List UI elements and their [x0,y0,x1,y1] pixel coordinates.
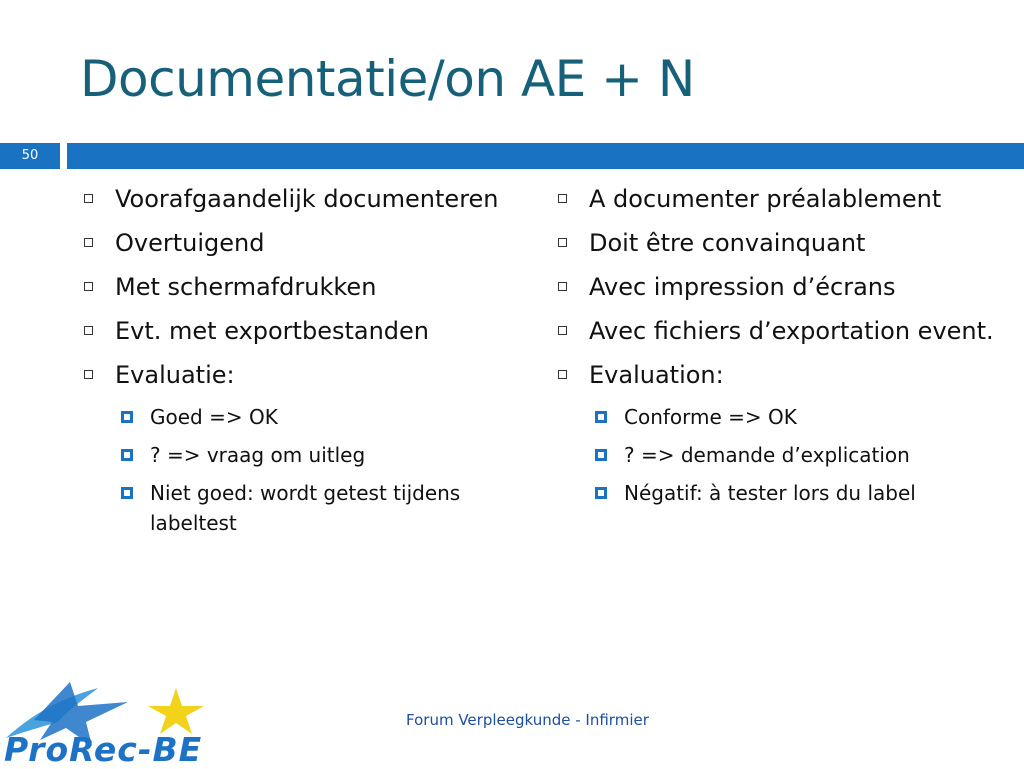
sub-list-item [592,402,996,432]
sub-list-item [118,478,502,538]
square-bullet-icon [558,282,567,291]
list-item-text: A documenter préalablement [589,185,942,213]
filled-square-bullet-icon [595,487,607,499]
title-rule-bar [67,143,1024,169]
slide-title: Documentatie/on AE + N [80,50,695,108]
list-item [82,270,502,304]
list-item [82,226,502,260]
list-item-text: Evaluation: [589,361,724,389]
filled-square-bullet-icon [121,449,133,461]
list-item-text: Evaluatie: [115,361,235,389]
logo-text: ProRec-BE [4,730,203,769]
square-bullet-icon [558,238,567,247]
square-bullet-icon [84,370,93,379]
list-item-text: Evt. met exportbestanden [115,317,430,345]
list-item [556,358,996,392]
sub-list-item-text: Goed => OK [150,405,278,429]
list-item-text: Voorafgaandelijk documenteren [115,185,499,213]
list-item-text: Doit être convainquant [589,229,866,257]
list-item-text: Met schermafdrukken [115,273,377,301]
list-item-text: Overtuigend [115,229,265,257]
square-bullet-icon [558,194,567,203]
sub-list-item-text: Niet goed: wordt getest tijdens labeltest [150,481,461,535]
square-bullet-icon [558,326,567,335]
square-bullet-icon [84,194,93,203]
sub-list-item-text: ? => vraag om uitleg [150,443,366,467]
sub-list-item-text: Négatif: à tester lors du label [624,481,916,505]
square-bullet-icon [558,370,567,379]
left-column [82,182,502,546]
square-bullet-icon [84,238,93,247]
sub-list-item-text: ? => demande d’explication [624,443,910,467]
list-item [82,358,502,392]
right-column [556,182,996,516]
filled-square-bullet-icon [121,411,133,423]
list-item-text: Avec fichiers d’exportation event. [589,317,994,345]
square-bullet-icon [84,326,93,335]
list-item [556,182,996,216]
sub-list-item [592,440,996,470]
logo-star-yellow-icon [148,688,204,734]
filled-square-bullet-icon [595,449,607,461]
slide-footer: Forum Verpleegkunde - Infirmier [406,711,649,729]
list-item [82,182,502,216]
filled-square-bullet-icon [121,487,133,499]
list-item [556,226,996,260]
list-item [556,270,996,304]
sub-list-item [118,402,502,432]
list-item-text: Avec impression d’écrans [589,273,896,301]
sub-list-item [118,440,502,470]
list-item [556,314,996,348]
sub-list-item-text: Conforme => OK [624,405,797,429]
square-bullet-icon [84,282,93,291]
list-item [82,314,502,348]
sub-list-item [592,478,996,508]
slide-number: 50 [0,143,60,169]
filled-square-bullet-icon [595,411,607,423]
